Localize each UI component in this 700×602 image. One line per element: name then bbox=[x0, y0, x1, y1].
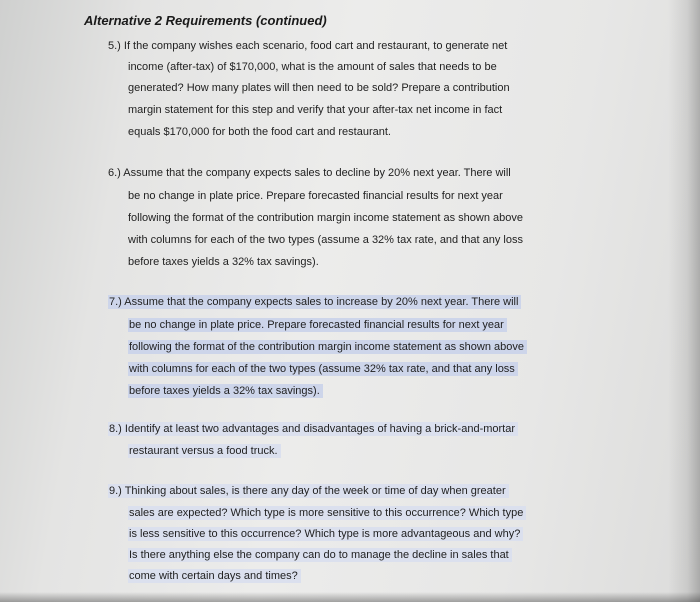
question-9-line-5 bbox=[128, 568, 301, 584]
section-heading: Alternative 2 Requirements (continued) bbox=[84, 13, 327, 28]
question-8-line-1-text: 8.) Identify at least two advantages and disadvantages of having a brick-and-mortar bbox=[108, 422, 518, 436]
question-9-line-2-text: sales are expected? Which type is more sensitive to this occurrence? Which type bbox=[128, 506, 526, 520]
question-6-line-3: following the format of the contribution margin income statement as shown above bbox=[128, 212, 523, 224]
question-7-line-4 bbox=[128, 361, 518, 377]
question-9-line-1-text: 9.) Thinking about sales, is there any day of the week or time of day when greater bbox=[108, 484, 509, 498]
question-5-line-1: 5.) If the company wishes each scenario, food cart and restaurant, to generate net bbox=[108, 40, 508, 52]
question-7-line-1 bbox=[108, 294, 521, 310]
question-8-line-2-text: restaurant versus a food truck. bbox=[128, 444, 281, 458]
question-7-line-3 bbox=[128, 339, 527, 355]
question-9-line-2 bbox=[128, 505, 526, 521]
page-edge-shadow bbox=[668, 0, 700, 602]
question-8-line-1 bbox=[108, 421, 518, 437]
question-7-line-5 bbox=[128, 383, 323, 399]
question-9-line-4-text: Is there anything else the company can do to manage the decline in sales that bbox=[128, 548, 512, 562]
question-9-line-4 bbox=[128, 547, 512, 563]
question-5-line-4: margin statement for this step and verify that your after-tax net income in fact bbox=[128, 104, 503, 116]
question-6-line-4: with columns for each of the two types (assume a 32% tax rate, and that any loss bbox=[128, 234, 523, 246]
question-8-line-2 bbox=[128, 443, 281, 459]
question-6-line-5: before taxes yields a 32% tax savings). bbox=[128, 256, 319, 268]
question-9-line-3 bbox=[128, 526, 523, 542]
page-bottom-shadow bbox=[0, 592, 700, 602]
question-7-line-3-text: following the format of the contribution margin income statement as shown above bbox=[128, 340, 527, 354]
question-5-line-2: income (after-tax) of $170,000, what is the amount of sales that needs to be bbox=[128, 61, 497, 73]
question-9-line-5-text: come with certain days and times? bbox=[128, 569, 301, 583]
question-6-line-1: 6.) Assume that the company expects sales to decline by 20% next year. There will bbox=[108, 167, 511, 179]
question-5-line-3: generated? How many plates will then need to be sold? Prepare a contribution bbox=[128, 82, 510, 94]
question-7-line-4-text: with columns for each of the two types (assume 32% tax rate, and that any loss bbox=[128, 362, 518, 376]
question-6-line-2: be no change in plate price. Prepare forecasted financial results for next year bbox=[128, 190, 503, 202]
question-7-line-2 bbox=[128, 317, 507, 333]
question-9-line-1 bbox=[108, 483, 509, 499]
question-5-line-5: equals $170,000 for both the food cart and restaurant. bbox=[128, 126, 391, 138]
question-7-line-2-text: be no change in plate price. Prepare forecasted financial results for next year bbox=[128, 318, 507, 332]
question-9-line-3-text: is less sensitive to this occurrence? Which type is more advantageous and why? bbox=[128, 527, 523, 541]
question-7-line-5-text: before taxes yields a 32% tax savings). bbox=[128, 384, 323, 398]
question-7-line-1-text: 7.) Assume that the company expects sales to increase by 20% next year. There will bbox=[108, 295, 521, 309]
